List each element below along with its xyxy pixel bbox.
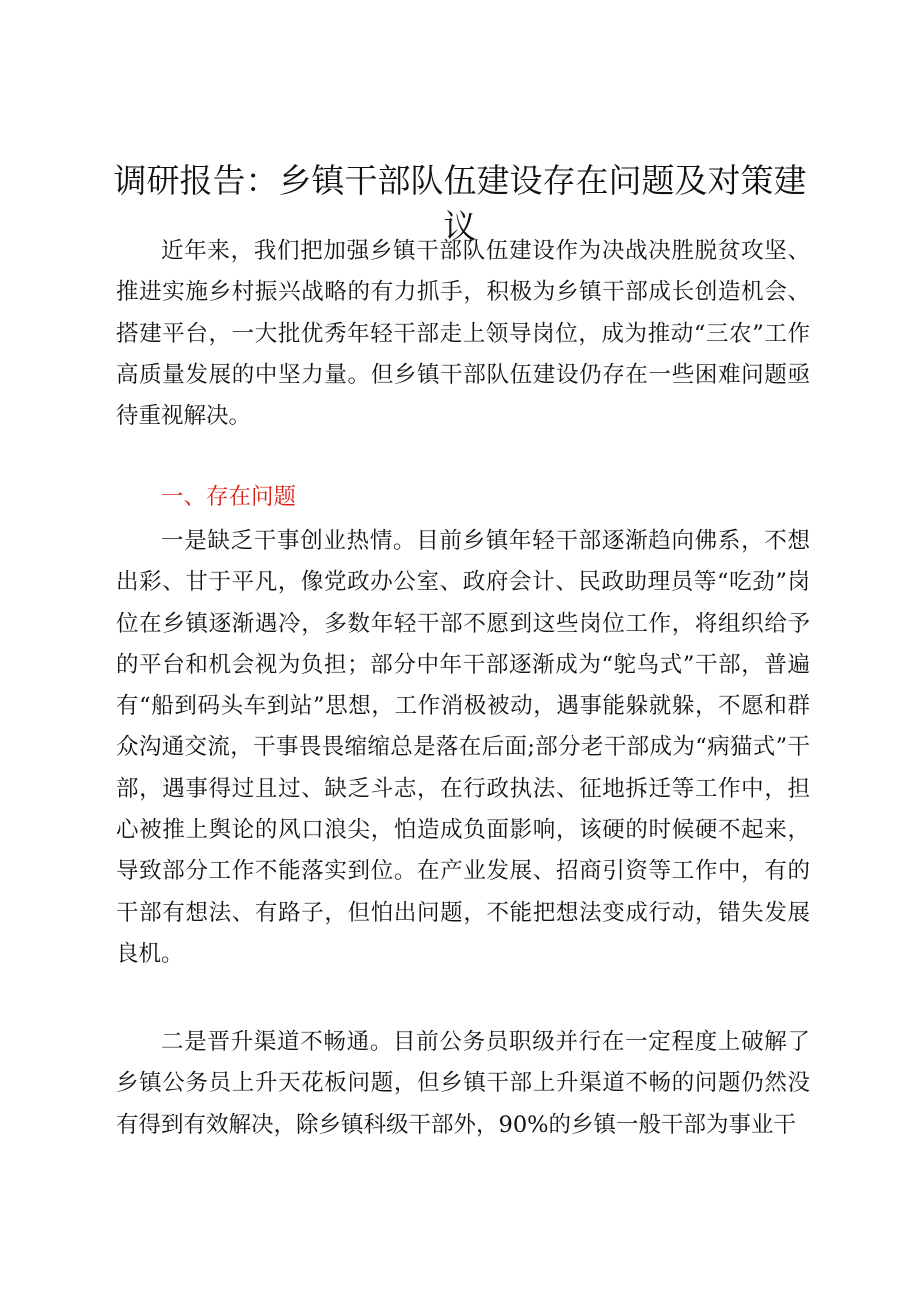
section-heading: 一、存在问题: [161, 484, 297, 510]
intro-paragraph: 近年来，我们把加强乡镇干部队伍建设作为决战决胜脱贫攻坚、推进实施乡村振兴战略的有力抓手，积极为乡镇干部成长创造机会、搭建平台，一大批优秀年轻干部走上领导岗位，成为推动“三农”工作高质量发展的中坚力量。但乡镇干部队伍建设仍存在一些困难问题亟待重视解决。: [116, 238, 810, 430]
body-paragraph-2: 二是晋升渠道不畅通。目前公务员职级并行在一定程度上破解了乡镇公务员上升天花板问题，但乡镇干部上升渠道不畅的问题仍然没有得到有效解决，除乡镇科级干部外，90%的乡镇一般干部为事业干: [116, 1029, 810, 1138]
document-title: 调研报告：乡镇干部队伍建设存在问题及对策建议: [113, 161, 807, 246]
body-paragraph-1: 一是缺乏干事创业热情。目前乡镇年轻干部逐渐趋向佛系，不想出彩、甘于平凡，像党政办公室、政府会计、民政助理员等“吃劲”岗位在乡镇逐渐遇冷，多数年轻干部不愿到这些岗位工作，将组织给予的平台和机会视为负担；部分中年干部逐渐成为“鸵鸟式”干部，普遍有“船到码头车到站”思想，工作消极被动，遇事能躲就躲，不愿和群众沟通交流，干事畏畏缩缩总是落在后面;部分老干部成为“病猫式”干部，遇事得过且过、缺乏斗志，在行政执法、征地拆迁等工作中，担心被推上舆论的风口浪尖，怕造成负面影响，该硬的时候硬不起来，导致部分工作不能落实到位。在产业发展、招商引资等工作中，有的干部有想法、有路子，但怕出问题，不能把想法变成行动，错失发展良机。: [116, 528, 810, 967]
